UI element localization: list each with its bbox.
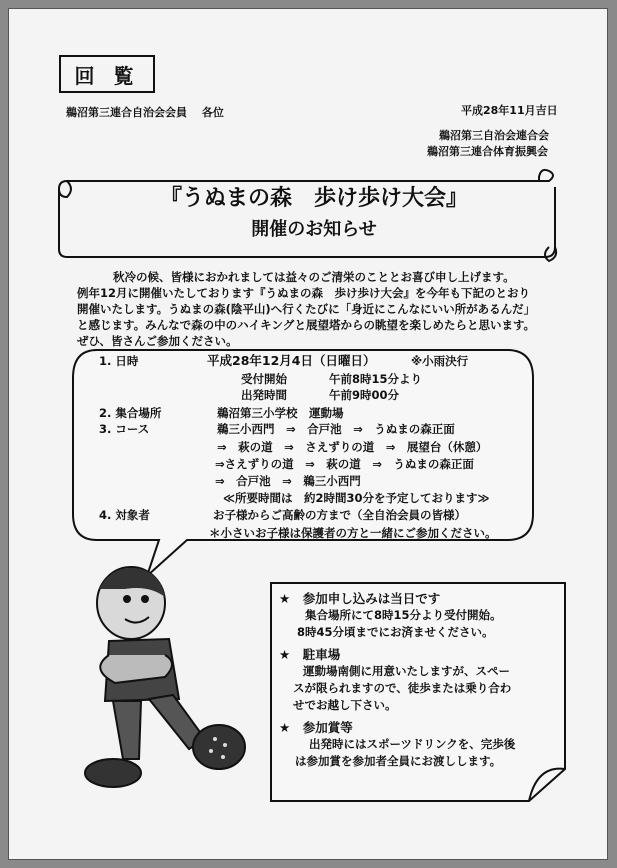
sender-sports-council: 鵜沼第三連合体育振興会 (427, 145, 548, 158)
issue-date: 平成28年11月吉日 (461, 104, 558, 117)
course-line: ⇒ 合戸池 ⇒ 鵜三小西門 (215, 474, 361, 488)
note-line: せでお越し下さい。 (293, 698, 397, 712)
event-title: 『うぬまの森 歩け歩け大会』 (159, 186, 468, 211)
note-heading-prizes: ★ 参加賞等 (279, 720, 353, 735)
sender-association: 鵜沼第三自治会連合会 (439, 129, 549, 142)
note-line: 8時45分頃までにお済ませください。 (297, 625, 494, 639)
note-line: は参加賞を参加者全員にお渡しします。 (295, 754, 502, 768)
course-line: 鵜三小西門 ⇒ 合戸池 ⇒ うぬまの森正面 (217, 422, 455, 436)
walking-man-illustration (69, 559, 259, 799)
recipient-line: 鵜沼第三連合自治会会員 各位 (66, 106, 224, 119)
intro-line: 例年12月に開催いたしております『うぬまの森 歩け歩け大会』を今年も下記のとおり (77, 286, 530, 300)
date-value: 平成28年12月4日（日曜日） (207, 353, 376, 368)
notes-list (279, 589, 559, 770)
course-line: ⇒ 萩の道 ⇒ さえずりの道 ⇒ 展望台（休憩） (217, 440, 488, 454)
circulation-stamp: 回 覧 (59, 55, 155, 93)
event-subtitle: 開催のお知らせ (251, 219, 377, 240)
note-heading-registration: ★ 参加申し込みは当日です (279, 591, 441, 606)
note-line: 運動場南側に用意いたしますが、スペー (303, 664, 510, 678)
intro-line: ぜひ、皆さんご参加ください。 (77, 334, 238, 348)
departure-time: 午前9時00分 (329, 388, 400, 402)
child-guardian-note: ＊小さいお子様は保護者の方と一緒にご参加ください。 (209, 526, 497, 540)
intro-paragraph (69, 269, 569, 349)
document-page (8, 8, 608, 860)
reception-time: 午前8時15分より (329, 372, 423, 386)
place-label: 2. 集合場所 (99, 406, 162, 420)
target-value: お子様からご高齢の方まで（全自治会員の皆様） (213, 508, 466, 522)
course-label: 3. コース (99, 422, 150, 436)
course-line: ⇒さえずりの道 ⇒ 萩の道 ⇒ うぬまの森正面 (215, 457, 474, 471)
note-line: 集合場所にて8時15分より受付開始。 (305, 608, 502, 622)
rain-note: ※小雨決行 (411, 354, 469, 368)
note-heading-parking: ★ 駐車場 (279, 647, 341, 662)
reception-label: 受付開始 (241, 372, 287, 386)
intro-line: 秋冷の候、皆様におかれましては益々のご清栄のこととお喜び申し上げます。 (113, 270, 515, 284)
place-value: 鵜沼第三小学校 運動場 (217, 406, 344, 420)
date-label: 1. 日時 (99, 354, 139, 368)
target-label: 4. 対象者 (99, 508, 150, 522)
intro-line: 開催いたします。うぬまの森(陰平山)へ行くたびに「身近にこんなにいい所があるんだ」 (77, 302, 536, 316)
intro-line: と感じます。みんなで森の中のハイキングと展望塔からの眺望を楽しめたらと思います。 (77, 318, 536, 332)
note-line: スが限られますので、徒歩または乗り合わ (293, 681, 512, 695)
departure-label: 出発時間 (241, 388, 287, 402)
duration-note: ≪所要時間は 約2時間30分を予定しております≫ (223, 491, 490, 505)
note-line: 出発時にはスポーツドリンクを、完歩後 (309, 737, 516, 751)
